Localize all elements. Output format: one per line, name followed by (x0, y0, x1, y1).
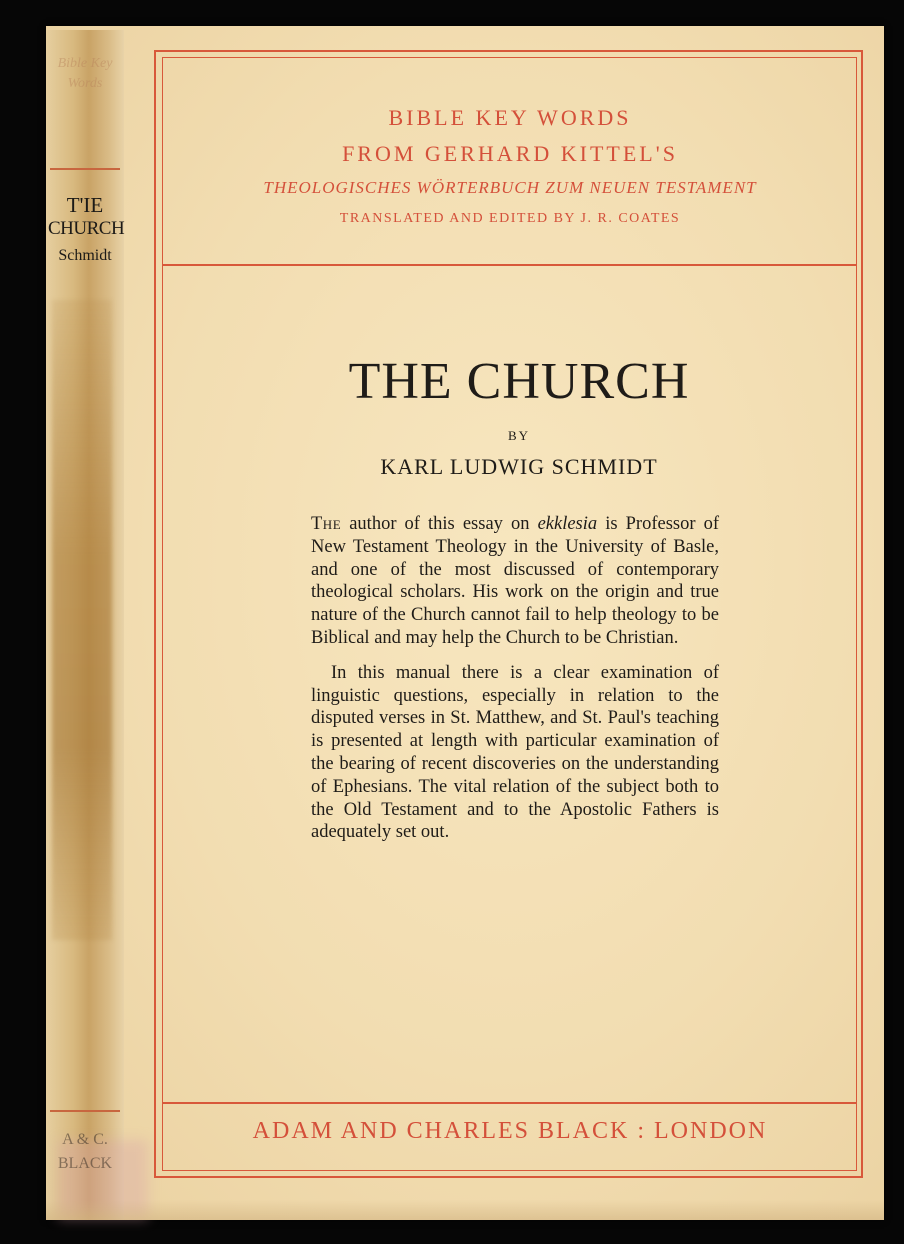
spine-publisher-line2: BLACK (57, 1155, 113, 1172)
spine-publisher (48, 1128, 122, 1176)
series-line-2: FROM GERHARD KITTEL'S (342, 141, 678, 166)
publisher-imprint: ADAM AND CHARLES BLACK : LONDON (252, 1118, 768, 1144)
series-line-1: BIBLE KEY WORDS (388, 105, 632, 130)
bottom-edge-wear (46, 1200, 884, 1220)
series-header (166, 100, 854, 234)
blurb-paragraph-1 (311, 513, 719, 650)
spine-title-line1: T'IE (66, 193, 104, 217)
blurb-text-b: is Professor of New Testament Theology in the University of Basle, and one of the most discussed of contemporary theological scholars. His work on the origin and true nature of the Church cannot fail to help theology to be Biblical and may help the Church to be Christian. (311, 514, 719, 648)
footer-divider (162, 1102, 857, 1104)
by-line: BY (507, 428, 531, 443)
spine-stain (52, 300, 112, 940)
spine-faded-series: Bible Key Words (57, 56, 113, 91)
header-divider (162, 264, 857, 266)
translator-line: TRANSLATED AND EDITED BY J. R. COATES (339, 211, 681, 226)
spine-rule-top (50, 168, 120, 170)
blurb-italic-term: ekklesia (537, 514, 598, 534)
blurb (311, 513, 719, 856)
blurb-text-a: author of this essay on (341, 514, 538, 534)
book-title: THE CHURCH (348, 353, 690, 410)
series-line-3: THEOLOGISCHES WÖRTERBUCH ZUM NEUEN TESTAMENT (263, 178, 757, 197)
spine-rule-bottom (50, 1110, 120, 1112)
author-name: KARL LUDWIG SCHMIDT (380, 454, 658, 479)
spine-title-line2: CHURCH (48, 218, 125, 239)
spine-publisher-line1: A & C. (62, 1131, 108, 1148)
blurb-lead-word: The (311, 514, 342, 534)
spine-author: Schmidt (58, 247, 112, 264)
spine-title (48, 193, 125, 271)
blurb-paragraph-2: In this manual there is a clear examination of linguistic questions, especially in relation to the disputed verses in St. Matthew, and St. Paul's teaching is presented at length with particular examination of the bearing of recent discoveries on the understanding of Ephesians. The vital relation of the subject both to the Old Testament and to the Apostolic Fathers is adequately set out. (311, 662, 719, 843)
